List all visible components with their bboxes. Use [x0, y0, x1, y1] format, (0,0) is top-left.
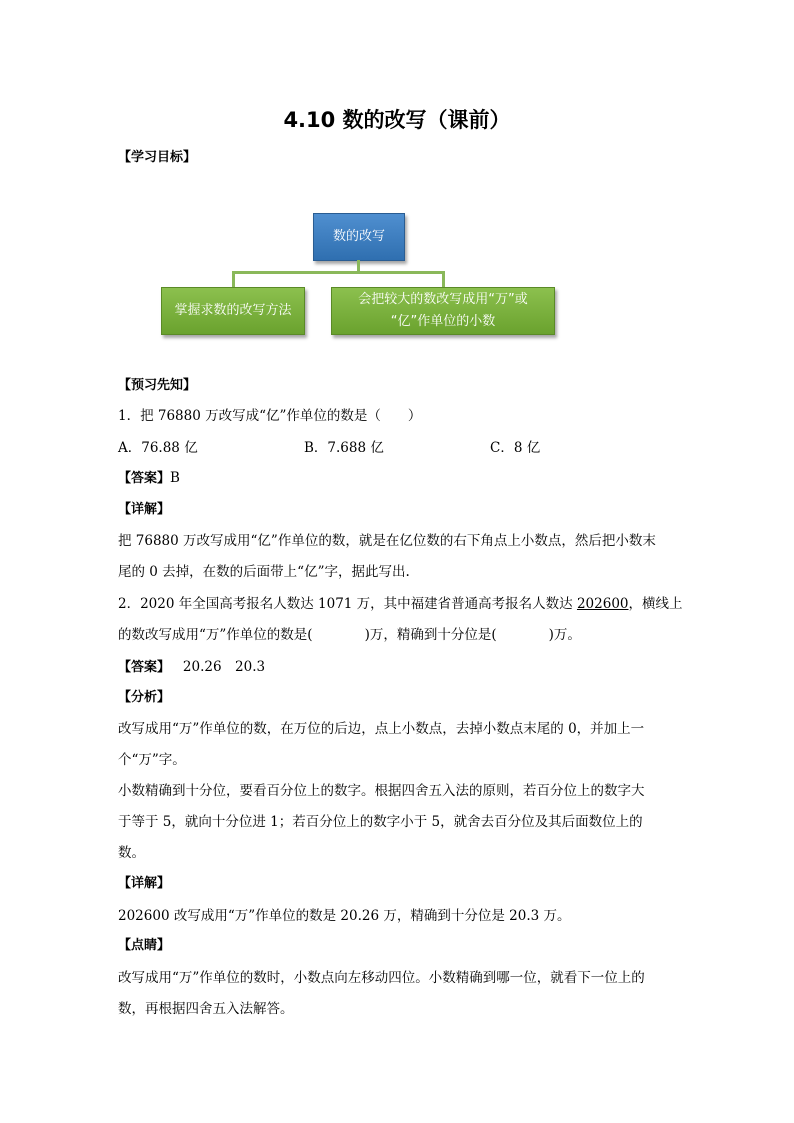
q2-stem-text: ，横线上 — [628, 596, 683, 612]
q1-detail-line: 把 76880 万改写成用“亿”作单位的数，就是在亿位数的右下角点上小数点，然后把小数末 — [118, 533, 656, 549]
q2-tip-label: 【点睛】 — [118, 938, 171, 953]
q2-tip-line: 数，再根据四舍五入法解答。 — [118, 1001, 294, 1017]
answer-label: 【答案】 — [118, 471, 171, 486]
q2-analysis-line: 个“万”字。 — [118, 752, 186, 768]
q2-stem-text: )万。 — [548, 627, 581, 643]
q1-option-c: C．8 亿 — [490, 440, 541, 456]
connector-line — [442, 271, 445, 287]
q1-option-a: A．76.88 亿 — [118, 440, 198, 456]
q2-stem-line1 — [118, 592, 683, 612]
child2-line1: 会把较大的数改写成用“万”或 — [358, 292, 528, 307]
q2-stem-text: 的数改写成用“万”作单位的数是( — [118, 627, 313, 643]
child2-line2: “亿”作单位的小数 — [390, 314, 496, 329]
q1-detail-label: 【详解】 — [118, 502, 171, 517]
q2-analysis-line: 小数精确到十分位，要看百分位上的数字。根据四舍五入法的原则，若百分位上的数字大 — [118, 783, 645, 799]
q2-analysis-line: 改写成用“万”作单位的数，在万位的后边，点上小数点，去掉小数点末尾的 0，并加上一 — [118, 721, 645, 737]
mindmap-child-node-2 — [331, 287, 555, 335]
connector-line — [232, 271, 444, 274]
q2-detail-label: 【详解】 — [118, 876, 171, 891]
q2-underlined-number: 202600 — [576, 596, 629, 612]
q2-answer-row — [118, 655, 265, 675]
section-learning-goals: 【学习目标】 — [118, 150, 197, 165]
q2-answer: 20.26 20.3 — [182, 659, 266, 675]
q1-detail-line: 尾的 0 去掉，在数的后面带上“亿”字，据此写出. — [118, 564, 410, 580]
answer-label: 【答案】 — [118, 660, 171, 675]
q1-option-b: B．7.688 亿 — [304, 440, 384, 456]
q2-stem-line2 — [118, 623, 581, 643]
q2-analysis-label: 【分析】 — [118, 690, 171, 705]
q1-answer: B — [170, 470, 180, 486]
page-title: 4.10 数的改写（课前） — [283, 108, 511, 132]
q2-stem-text: 2．2020 年全国高考报名人数达 1071 万，其中福建省普通高考报名人数达 — [118, 596, 577, 612]
mindmap-child-node-1: 掌握求数的改写方法 — [161, 287, 305, 335]
mindmap-root-node: 数的改写 — [313, 213, 405, 261]
q2-stem-text: )万，精确到十分位是( — [364, 627, 497, 643]
connector-line — [232, 271, 235, 287]
q2-analysis-line: 数。 — [118, 845, 145, 861]
q1-answer-row — [118, 467, 180, 486]
q1-stem: 1．把 76880 万改写成“亿”作单位的数是（ ） — [118, 408, 422, 424]
q2-tip-line: 改写成用“万”作单位的数时，小数点向左移动四位。小数精确到哪一位，就看下一位上的 — [118, 970, 645, 986]
section-preview: 【预习先知】 — [118, 378, 197, 393]
q2-analysis-line: 于等于 5，就向十分位进 1；若百分位上的数字小于 5，就舍去百分位及其后面数位上的 — [118, 814, 643, 830]
q2-detail-line: 202600 改写成用“万”作单位的数是 20.26 万，精确到十分位是 20.3 万。 — [118, 908, 571, 924]
